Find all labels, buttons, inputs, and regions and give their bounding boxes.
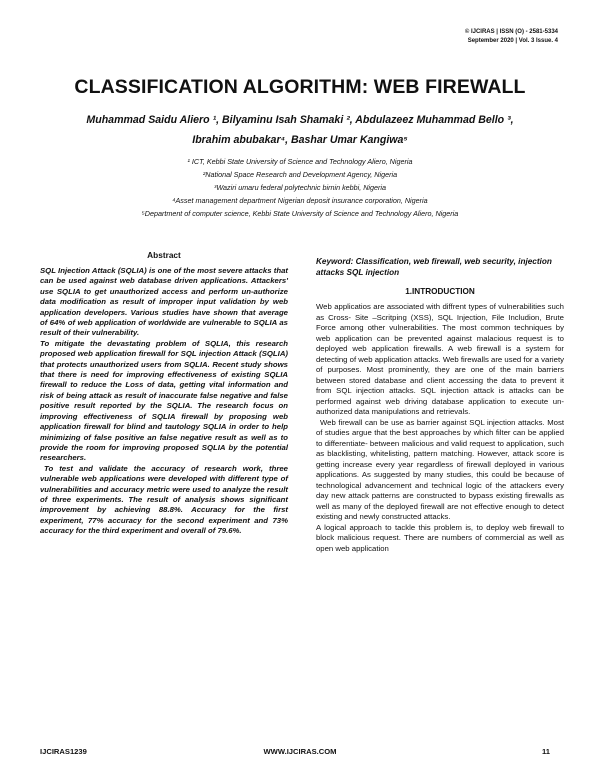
author-line-1: Muhammad Saidu Aliero ¹, Bilyaminu Isah Shamaki ², Abdulazeez Muhammad Bello ³, [86,114,514,126]
author-line-2: Ibrahim abubakar⁴, Bashar Umar Kangiwa⁵ [192,134,408,146]
footer-website: WWW.IJCIRAS.COM [263,747,337,756]
abstract-paragraph-3: To test and validate the accuracy of research work, three vulnerable web applications were developed with different type of vulnerabilities and accuracy metric were used to analyze the result of three experiments. The result of analysis shows significant improvement by achieving 88.8%. Accuracy for the first experiment, 77% accuracy for the second experiment and 73% accuracy for the third experiment and overall of 79.6%. [40,463,288,536]
right-column [316,250,564,554]
affiliation-5: ⁵Department of computer science, Kebbi State University of Science and Technology Aliero, Nigeria [141,209,459,219]
footer-paper-id: IJCIRAS1239 [40,747,87,756]
abstract-column [40,250,288,537]
page-number: 11 [541,747,550,756]
affiliation-1: ¹ ICT, Kebbi State University of Science and Technology Aliero, Nigeria [187,157,413,166]
journal-issue: September 2020 | Vol. 3 Issue. 4 [467,38,558,44]
introduction-paragraph-1: Web applicatios are associated with diffrent types of vulnerabilities such as Cross- Site –Scritping (XSS), SQL Injection, File Includion, Brute Force among other vulnerabilities. The most common techniques by web application can be prevented against malacious request is to deployed web application firewalls. A web firewall is a system for detecting of web application attacks. Web firewalls are used for a variety of purposes. Most prominently, they are one of the main barriers between stored database and client accessing the data to prevent it from SQL injection attacks. SQL injection attack is attacks can be performed against web driving database application to execute un-authorized data manipulations and retrievals. [316,302,564,416]
affiliation-3: ³Waziri umaru federal polytechnic birnin kebbi, Nigeria [213,183,387,193]
affiliation-list [40,155,560,220]
abstract-paragraph-1: SQL Injection Attack (SQLIA) is one of the most severe attacks that can be used against web database driven applications. Attackers' use SQLIA to get unauthorized access and perform un-authorize data modification as result of improper input validation by web application developers. Various studies have shown that average of 64% of web application of worldwide are vulnerable to SQLIA as result of their vulnerability. [40,266,288,338]
journal-issn: © IJCIRAS | ISSN (O) - 2581-5334 [464,29,558,35]
introduction-paragraph-2: Web firewall can be use as barrier against SQL injection attacks. Most of studies argue that the best approaches by which filter can be applied to differentiate- between malicious and valid request to application, such as blacklisting, whitelisting, pattern matching. However, attack score is getting increase every year regardless of firewall deployed in various applications. As suggested by many studies, this could be because of technological advancement and technical logic of the attackers every day new attack patterns are constructed to bypass existing firewalls as well as many of the deployed firewall are not effective enough to detect existing and newly constructed attacks. [316,417,564,521]
keywords: Keyword: Classification, web firewall, web security, injection attacks SQL injection [316,257,552,277]
introduction-paragraph-3: A logical approach to tackle this problem is, to deploy web firewall to block malicious request. There are numbers of commercial as well as open web application [316,522,564,553]
abstract-heading: Abstract [147,250,181,260]
affiliation-4: ⁴Asset management department Nigerian deposit insurance corporation, Nigeria [172,196,428,206]
affiliation-2: ²National Space Research and Development Agency, Nigeria [202,170,398,180]
abstract-body [40,266,288,537]
author-list [40,110,560,150]
introduction-body [316,302,564,554]
journal-info [465,28,558,46]
abstract-paragraph-2: To mitigate the devastating problem of SQLIA, this research proposed web application firewall for SQL injection Attack (SQLIA) that protects unauthorized users from SQLIA. Recent study shows that there is need for improving effectiveness of existing SQLIA firewall to reduce the Loss of data, getting vital information and risk of being attack as result of inaccurate false negative and false positive result reported by the SQLIA. The research focus on improving effectiveness of SQLIA firewall by proposing web application firewall for blind and tautology SQLIA in order to help minimizing of false positive an false negative result as well as to provide the room for improving proposed SQLIA by the potential researchers. [40,338,288,463]
paper-title: CLASSIFICATION ALGORITHM: WEB FIREWALL [74,76,526,98]
introduction-heading: 1.INTRODUCTION [405,287,475,296]
